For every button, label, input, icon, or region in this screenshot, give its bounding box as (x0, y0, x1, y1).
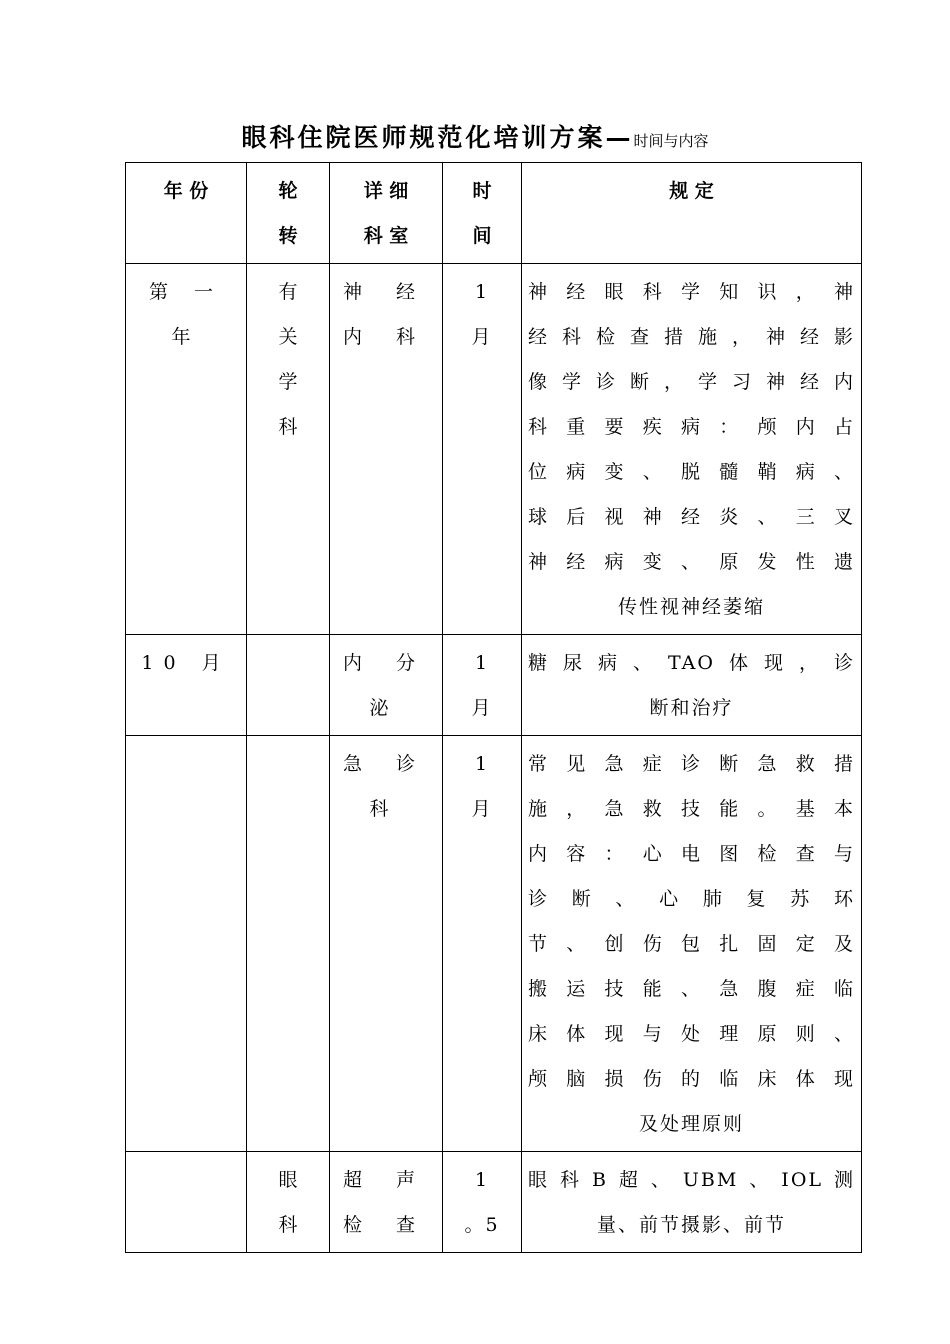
cell-requirements-line: 神经眼科学知识，神 (528, 281, 855, 303)
table-body (126, 264, 862, 1253)
header-text: 规 定 (669, 180, 714, 202)
training-plan-table (125, 162, 862, 1253)
title-main: 眼科住院医师规范化培训方案— (241, 123, 634, 152)
cell-year (126, 1152, 247, 1253)
cell-department-line: 科 (369, 798, 403, 820)
header-year (126, 163, 247, 264)
cell-department (330, 635, 443, 736)
cell-rotation (247, 736, 330, 1152)
cell-rotation-line: 科 (278, 1214, 298, 1236)
cell-department (330, 1152, 443, 1253)
cell-time (443, 635, 522, 736)
table-header-row (126, 163, 862, 264)
header-text: 年 份 (163, 180, 209, 202)
table-row (126, 264, 862, 635)
header-text: 时 (472, 180, 492, 202)
cell-requirements (522, 264, 862, 635)
cell-time-line: 月 (471, 697, 493, 719)
cell-department (330, 736, 443, 1152)
cell-requirements-line: 球后视神经炎、三叉 (528, 506, 855, 528)
cell-department-line: 急 诊 (342, 753, 430, 775)
cell-requirements-line: 搬运技能、急腹症临 (528, 978, 855, 1000)
cell-requirements (522, 1152, 862, 1253)
cell-rotation-line: 有 (278, 281, 298, 303)
cell-requirements-line: 诊断、心肺复苏环 (528, 888, 855, 910)
cell-rotation (247, 1152, 330, 1253)
cell-time-line: 。5 (464, 1214, 500, 1236)
cell-rotation-line: 学 (278, 371, 298, 393)
cell-department (330, 264, 443, 635)
header-text: 轮 (278, 180, 298, 202)
cell-time-line: 1 (474, 1169, 490, 1191)
cell-requirements-line: 及处理原则 (638, 1113, 744, 1135)
header-text: 转 (278, 225, 298, 247)
header-text: 间 (472, 225, 492, 247)
cell-time-line: 月 (471, 798, 493, 820)
cell-requirements-line: 神经病变、原发性遗 (528, 551, 855, 573)
header-rotation (247, 163, 330, 264)
cell-rotation-line: 眼 (278, 1169, 298, 1191)
cell-requirements-line: 经科检查措施，神经影 (528, 326, 855, 348)
cell-requirements-line: 科重要疾病：颅内占 (528, 416, 855, 438)
cell-department-line: 泌 (369, 697, 403, 719)
cell-requirements-line: 床体现与处理原则、 (528, 1023, 855, 1045)
cell-time-line: 1 (474, 652, 490, 674)
cell-year (126, 264, 247, 635)
cell-department-line: 神 经 (342, 281, 430, 303)
cell-department-line: 超 声 (342, 1169, 430, 1191)
cell-requirements-line: 施，急救技能。基本 (528, 798, 855, 820)
cell-department-line: 内 科 (342, 326, 430, 348)
cell-year-line: 10 月 (141, 652, 231, 674)
title-subtitle: 时间与内容 (633, 132, 709, 150)
table-row (126, 736, 862, 1152)
cell-time-line: 月 (471, 326, 493, 348)
table-row (126, 635, 862, 736)
cell-requirements-line: 量、前节摄影、前节 (596, 1214, 786, 1236)
cell-year-line: 年 (171, 326, 201, 348)
cell-requirements-line: 颅脑损伤的临床体现 (528, 1068, 855, 1090)
cell-rotation (247, 635, 330, 736)
header-text: 科 室 (363, 225, 409, 247)
cell-time-line: 1 (474, 281, 490, 303)
cell-rotation-line: 科 (278, 416, 298, 438)
cell-department-line: 内 分 (342, 652, 430, 674)
cell-time (443, 264, 522, 635)
cell-requirements-line: 像学诊断，学习神经内 (528, 371, 855, 393)
cell-year-line: 第 一 (148, 281, 224, 303)
cell-requirements (522, 736, 862, 1152)
cell-requirements-line: 糖尿病、TAO体现，诊 (528, 652, 855, 674)
cell-requirements-line: 眼科B超、UBM、IOL测 (528, 1169, 855, 1191)
header-text: 详 细 (363, 180, 409, 202)
cell-requirements-line: 常见急症诊断急救措 (528, 753, 855, 775)
cell-requirements-line: 位病变、脱髓鞘病、 (528, 461, 855, 483)
cell-year (126, 736, 247, 1152)
cell-year (126, 635, 247, 736)
document-title (0, 118, 950, 154)
table-row (126, 1152, 862, 1253)
cell-rotation (247, 264, 330, 635)
cell-requirements-line: 内容：心电图检查与 (528, 843, 855, 865)
cell-requirements (522, 635, 862, 736)
cell-requirements-line: 节、创伤包扎固定及 (528, 933, 855, 955)
cell-department-line: 检 查 (342, 1214, 430, 1236)
cell-rotation-line: 关 (278, 326, 298, 348)
header-department (330, 163, 443, 264)
cell-time (443, 1152, 522, 1253)
cell-time-line: 1 (474, 753, 490, 775)
header-time (443, 163, 522, 264)
cell-requirements-line: 断和治疗 (649, 697, 734, 719)
header-requirements (522, 163, 862, 264)
cell-time (443, 736, 522, 1152)
cell-requirements-line: 传性视神经萎缩 (617, 596, 765, 618)
